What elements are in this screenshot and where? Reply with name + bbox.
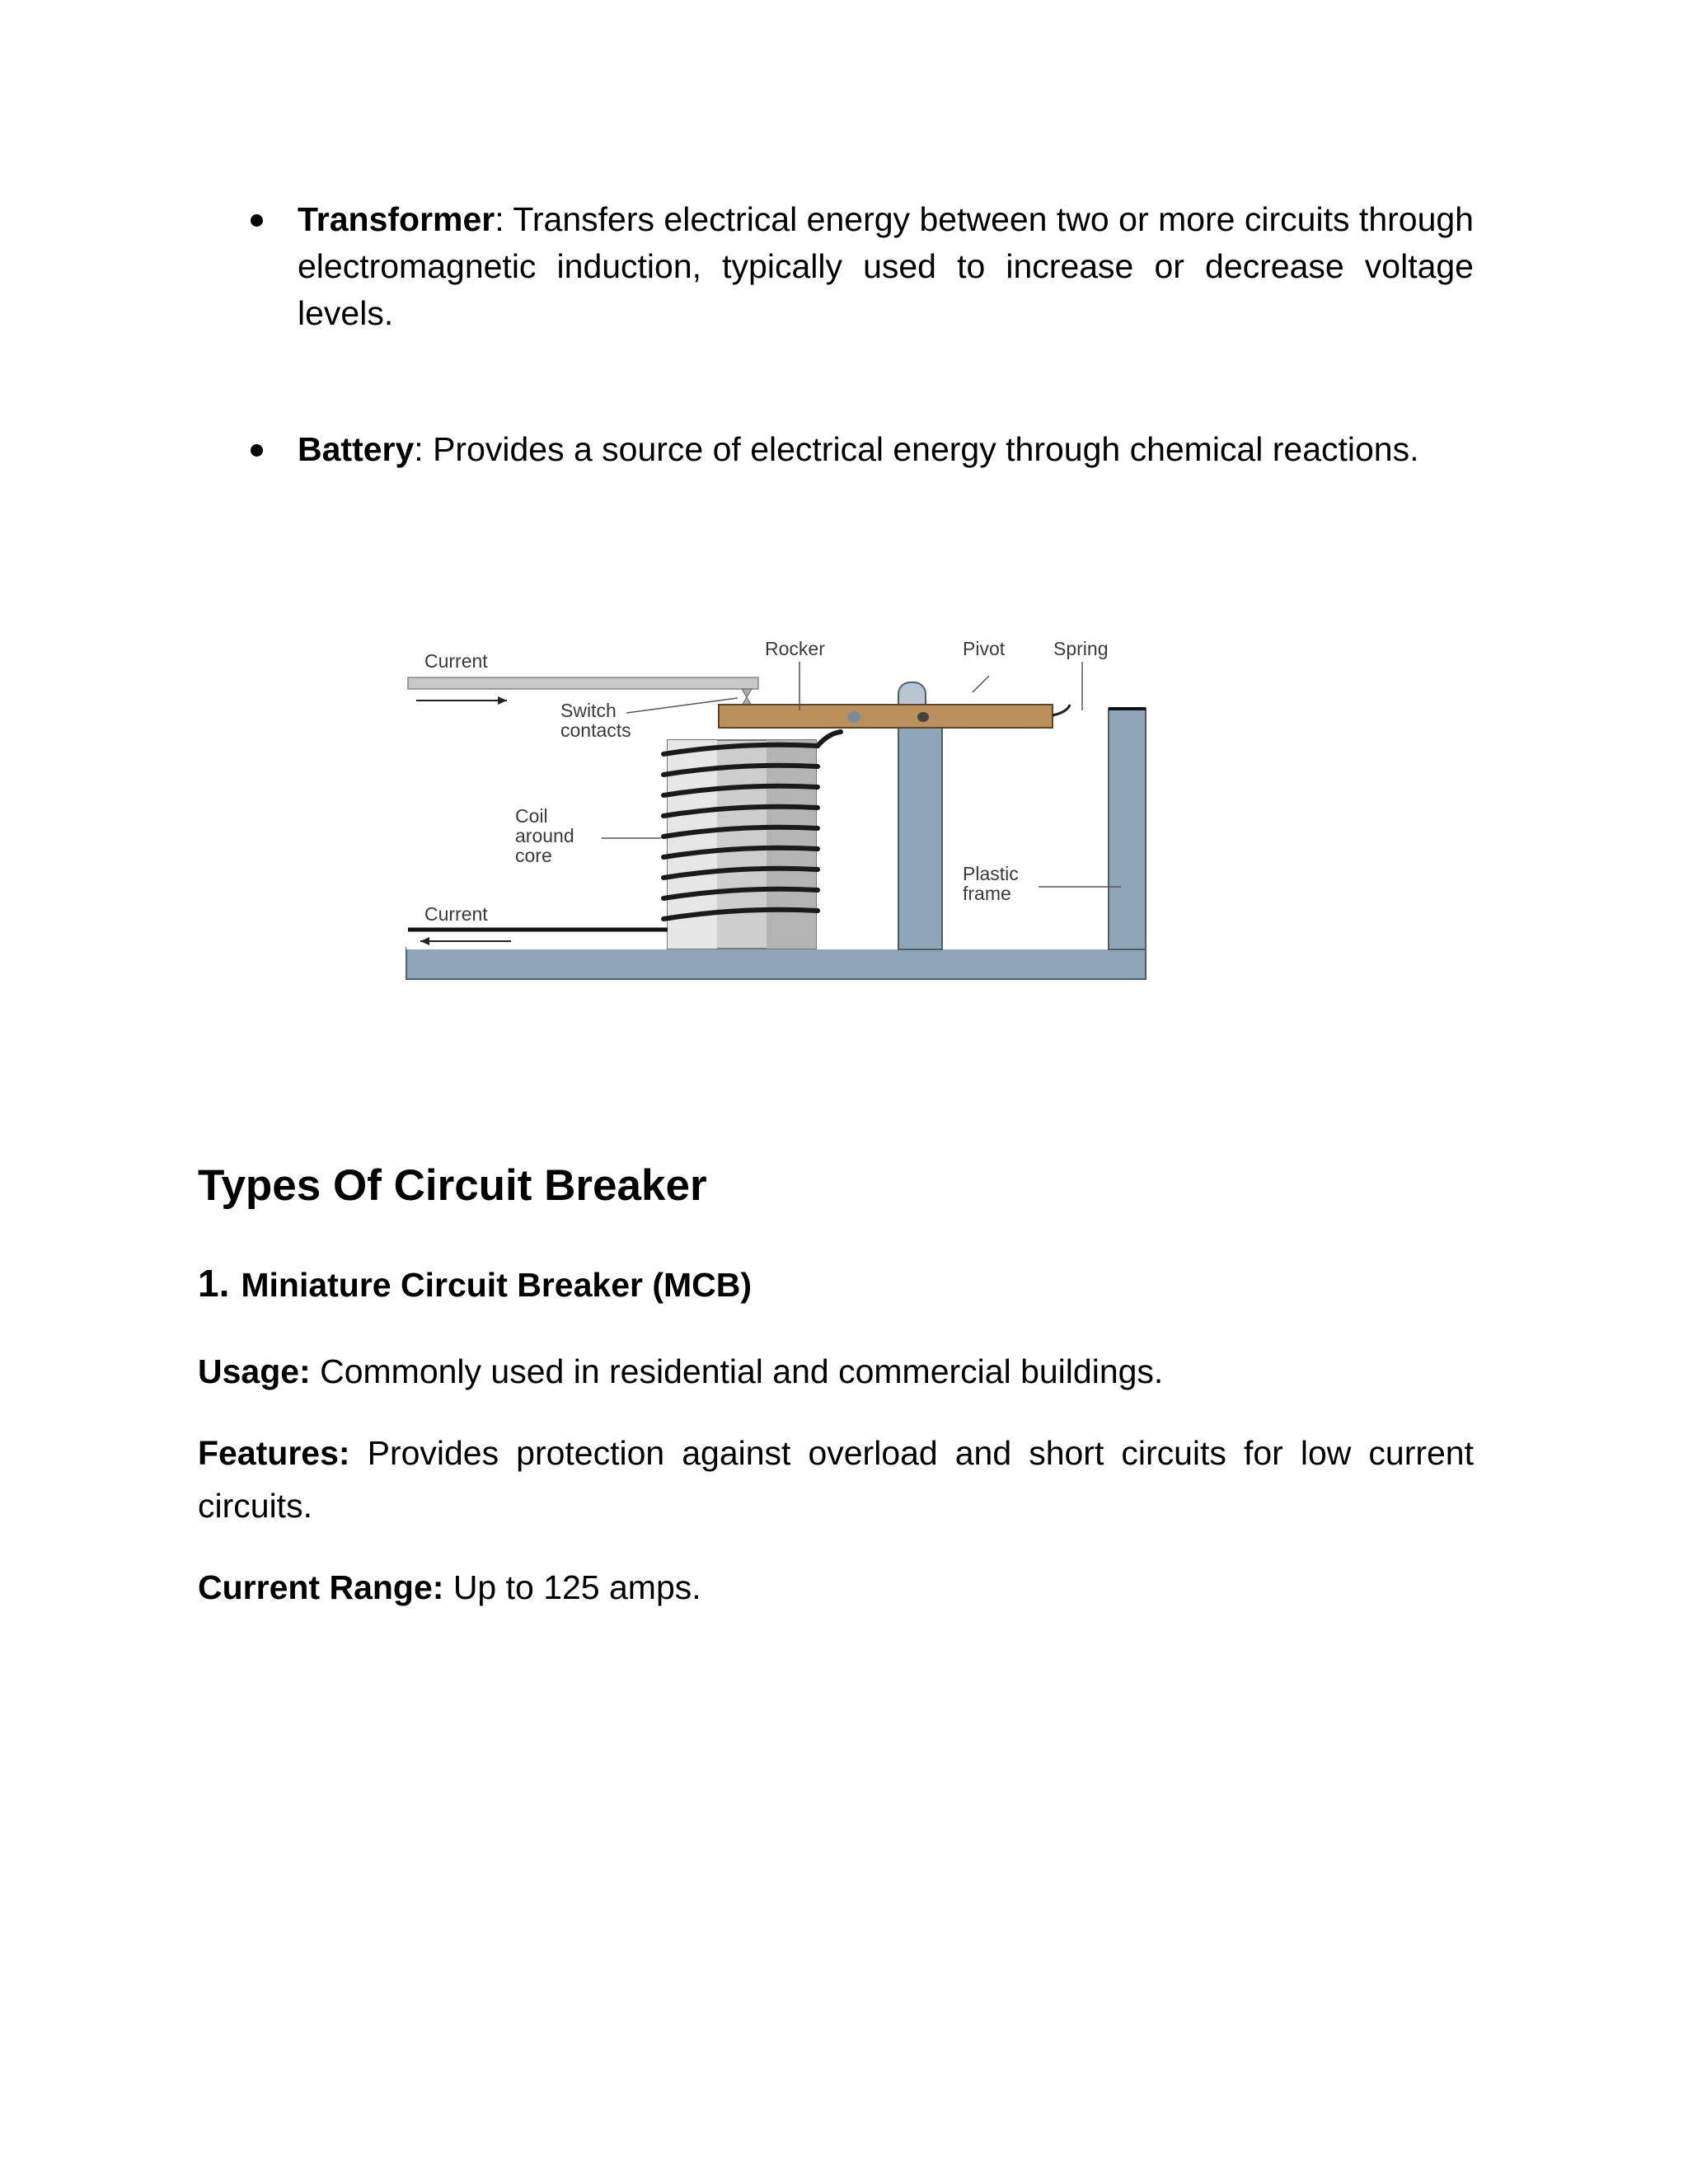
range-text: Up to 125 amps.: [443, 1568, 701, 1606]
current-in-bar: [408, 677, 758, 689]
label-spring: Spring: [1053, 638, 1109, 659]
section-title: Types Of Circuit Breaker: [198, 1161, 707, 1210]
label-switch-contacts: Switch: [560, 700, 617, 721]
features-paragraph: [198, 1427, 1474, 1532]
rocker: [719, 705, 1053, 728]
range-paragraph: [198, 1561, 1474, 1614]
features-label: Features:: [198, 1434, 350, 1472]
frame-base: [406, 948, 1146, 979]
label-switch-contacts-2: contacts: [560, 719, 631, 741]
bullet-transformer: [246, 196, 1474, 337]
range-label: Current Range:: [198, 1568, 444, 1606]
bullet-text: : Transfers electrical energy between two or more circuits through electromagnetic induction, typically used to increase or decrease voltage levels.: [298, 200, 1474, 332]
item-number: 1.: [198, 1262, 230, 1305]
bullet-term: Transformer: [298, 200, 495, 238]
label-coil: Coil: [515, 805, 548, 827]
item-title: Miniature Circuit Breaker (MCB): [241, 1266, 753, 1304]
label-pivot: Pivot: [963, 638, 1006, 659]
circuit-breaker-diagram: [396, 618, 1154, 1014]
features-text: Provides protection against overload and short circuits for low current circuits.: [198, 1434, 1474, 1525]
subsection-mcb: [198, 1261, 752, 1305]
label-plastic-frame-2: frame: [963, 883, 1011, 904]
usage-label: Usage:: [198, 1352, 311, 1390]
bullet-battery: [246, 426, 1526, 473]
label-current-in: Current: [424, 650, 488, 672]
spring-column: [1109, 709, 1146, 949]
label-plastic-frame: Plastic: [963, 863, 1019, 884]
bullet-list: [246, 196, 1474, 337]
usage-text: Commonly used in residential and commercial buildings.: [310, 1352, 1164, 1390]
label-coil-3: core: [515, 845, 552, 866]
label-coil-2: around: [515, 825, 574, 846]
bullet-term: Battery: [298, 430, 415, 468]
usage-paragraph: [198, 1345, 1474, 1398]
pivot-column: [898, 709, 942, 949]
frame-inner-gap: [942, 710, 1109, 949]
label-current-out: Current: [424, 903, 488, 925]
label-rocker: Rocker: [765, 638, 825, 659]
bullet-text: : Provides a source of electrical energy through chemical reactions.: [414, 430, 1419, 468]
